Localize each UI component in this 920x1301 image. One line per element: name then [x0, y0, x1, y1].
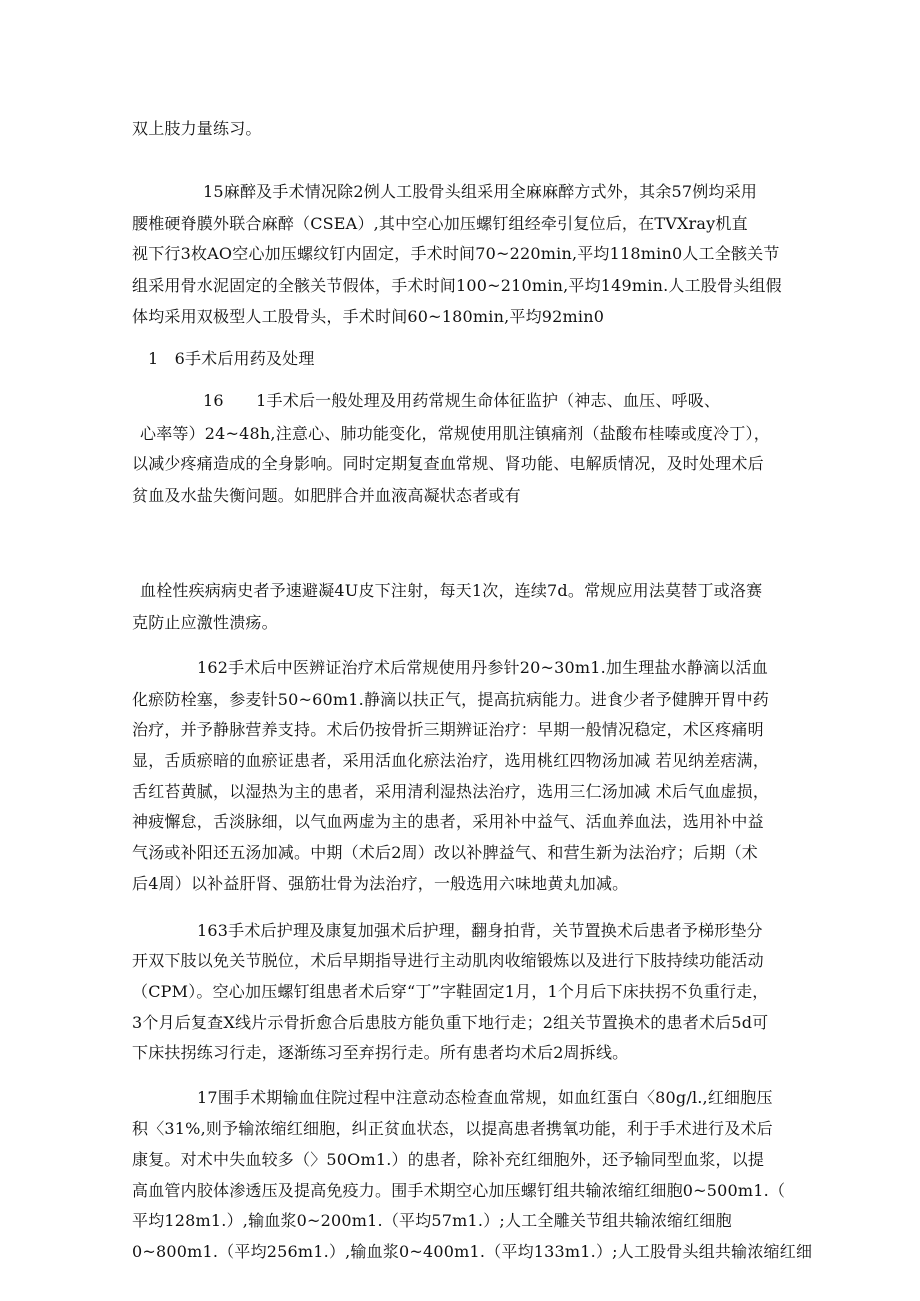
text-line: 贫血及水盐失衡问题。如肥胖合并血液高凝状态者或有: [132, 486, 521, 505]
text-line: 高血管内胶体渗透压及提高免疫力。围手术期空心加压螺钉组共输浓缩红细胞0~500m1.（: [132, 1181, 786, 1200]
text-line: 腰椎硬脊膜外联合麻醉（CSEA）,其中空心加压螺钉组经牵引复位后，在TVXray机直: [132, 214, 748, 233]
text-line: 162手术后中医辨证治疗术后常规使用丹参针20~30m1.加生理盐水静滴以活血: [197, 658, 768, 677]
text-line: 后4周）以补益肝肾、强筋壮骨为法治疗，一般选用六味地黄丸加减。: [132, 874, 629, 893]
text-line: 舌红苔黄腻，以湿热为主的患者，采用清利湿热法治疗，选用三仁汤加减 术后气血虚损，: [132, 782, 770, 801]
text-line: 神疲懈怠，舌淡脉细，以气血两虚为主的患者，采用补中益气、活血养血法，选用补中益: [132, 812, 764, 831]
text-line: （CPM）。空心加压螺钉组患者术后穿“丁”字鞋固定1月，1个月后下床扶拐不负重行走，: [132, 982, 769, 1001]
text-line: 心率等）24~48h,注意心、肺功能变化，常规使用肌注镇痛剂（盐酸布桂嗪或度冷丁），: [140, 424, 770, 443]
text-line: 化瘀防栓塞，参麦针50~60m1.静滴以扶正气，提高抗病能力。进食少者予健脾开胃中药: [132, 690, 769, 709]
text-line: 体均采用双极型人工股骨头，手术时间60~180min,平均92min0: [132, 307, 605, 326]
text-line: 显，舌质瘀暗的血瘀证患者，采用活血化瘀法治疗，选用桃红四物汤加减 若见纳差痞满，: [132, 751, 770, 770]
text-line: 治疗，并予静脉营养支持。术后仍按骨折三期辨证治疗：早期一般情况稳定，术区疼痛明: [132, 720, 764, 739]
text-line: 0~800m1.（平均256m1.）,输血浆0~400m1.（平均133m1.）;人工股骨头组共输浓缩红细: [132, 1242, 813, 1261]
text-line: 积〈31%,则予输浓缩红细胞，纠正贫血状态，以提高患者携氧功能，利于手术进行及术后: [132, 1119, 773, 1138]
text-line: 视下行3枚AO空心加压螺纹钉内固定，手术时间70~220min,平均118min0人工全骸关节: [132, 244, 780, 263]
text-line: 血栓性疾病病史者予速避凝4U皮下注射，每天1次，连续7d。常规应用法莫替丁或洛赛: [140, 581, 763, 600]
text-line: 康复。对术中失血较多（〉50Om1.）的患者，除补充红细胞外，还予输同型血浆，以提: [132, 1150, 765, 1169]
text-line: 以减少疼痛造成的全身影响。同时定期复查血常规、肾功能、电解质情况，及时处理术后: [132, 454, 764, 473]
text-line: 17围手术期输血住院过程中注意动态检查血常规，如血红蛋白〈80g/l.,红细胞压: [197, 1088, 773, 1107]
text-line: 气汤或补阳还五汤加减。中期（术后2周）改以补脾益气、和营生新为法治疗；后期（术: [132, 843, 758, 862]
text-line: 163手术后护理及康复加强术后护理，翻身拍背，关节置换术后患者予梯形垫分: [197, 921, 763, 940]
text-line: 开双下肢以免关节脱位，术后早期指导进行主动肌肉收缩锻炼以及进行下肢持续功能活动: [132, 951, 764, 970]
text-line: 双上肢力量练习。: [132, 119, 262, 138]
text-line: 3个月后复查X线片示骨折愈合后患肢方能负重下地行走；2组关节置换术的患者术后5d可: [132, 1013, 769, 1032]
text-line: 15麻醉及手术情况除2例人工股骨头组采用全麻麻醉方式外，其余57例均采用: [203, 182, 758, 201]
text-line: 克防止应激性溃疡。: [132, 613, 278, 632]
text-line: 组采用骨水泥固定的全骸关节假体，手术时间100~210min,平均149min.人工股骨头组假: [132, 276, 782, 295]
text-line: 下床扶拐练习行走，逐渐练习至弃拐行走。所有患者均术后2周拆线。: [132, 1043, 629, 1062]
text-line: 平均128m1.）,输血浆0~200m1.（平均57m1.）;人工全雕关节组共输浓缩红细胞: [132, 1211, 732, 1230]
section-heading: 1 6手术后用药及处理: [148, 349, 315, 368]
text-line: 16 1手术后一般处理及用药常规生命体征监护（神志、血压、呼吸、: [203, 391, 721, 410]
